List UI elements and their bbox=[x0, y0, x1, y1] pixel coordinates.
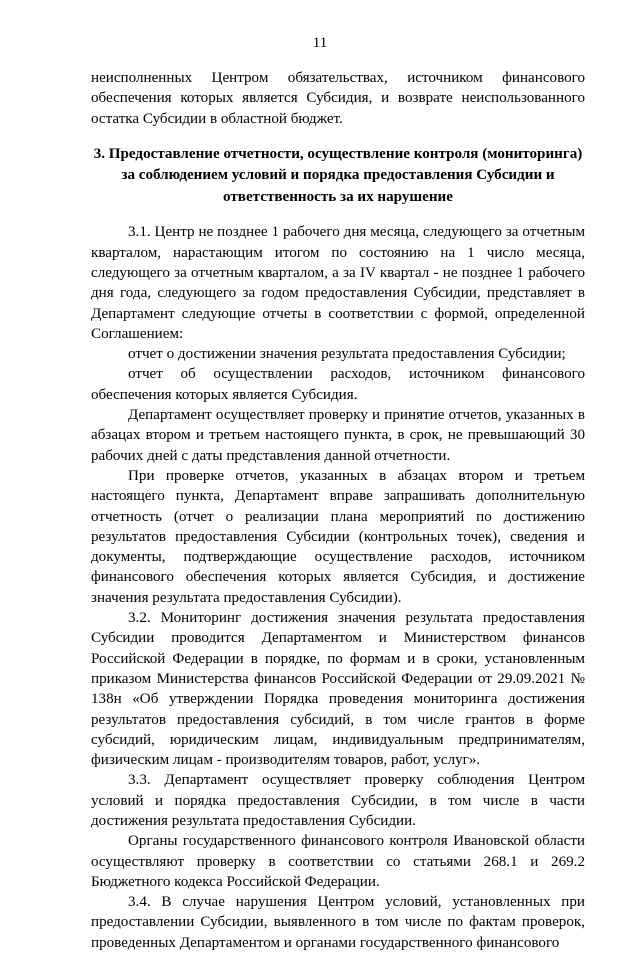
page-number: 11 bbox=[312, 35, 328, 51]
intro-paragraph: неисполненных Центром обязательствах, источником финансового обеспечения которых является Субсидия, и возврате неиспользованного остатка Субсидии в областной бюджет. bbox=[91, 70, 585, 127]
paragraph-additional-reporting: При проверке отчетов, указанных в абзацах втором и третьем настоящего пункта, Департамент вправе запрашивать дополнительную отчетность (отчет о реализации плана мероприятий по достижению результатов предоставления Субсидии (контрольных точек), сведения и документы, подтверждающие осуществление расходов, источником финансового обеспечения которых является Субсидия, и достижение значения результата предоставления Субсидии). bbox=[91, 467, 585, 606]
paragraph-3-1: 3.1. Центр не позднее 1 рабочего дня месяца, следующего за отчетным кварталом, нарастающим итогом по состоянию на 1 число месяца, следующего за отчетным кварталом, а за IV квартал - не позднее 1 рабочего дня года, следующего за годом предоставления Субсидии, представляет в Департамент следующие отчеты в соответствии с формой, определенной Соглашением: bbox=[91, 224, 585, 342]
paragraph-financial-control: Органы государственного финансового контроля Ивановской области осуществляют проверку в соответствии со статьями 268.1 и 269.2 Бюджетного кодекса Российской Федерации. bbox=[91, 833, 585, 890]
paragraph-report-achievement: отчет о достижении значения результата предоставления Субсидии; bbox=[128, 346, 566, 363]
paragraph-3-4: 3.4. В случае нарушения Центром условий, установленных при предоставлении Субсидии, выявленного в том числе по фактам проверок, проведенных Департаментом и органами государственного финансового bbox=[91, 894, 585, 951]
paragraph-report-expenses: отчет об осуществлении расходов, источником финансового обеспечения которых является Субсидия. bbox=[91, 366, 585, 403]
document-body bbox=[91, 68, 585, 953]
paragraph-department-check: Департамент осуществляет проверку и принятие отчетов, указанных в абзацах втором и третьем настоящего пункта, в срок, не превышающий 30 рабочих дней с даты представления данной отчетности. bbox=[91, 407, 585, 464]
paragraph-3-3: 3.3. Департамент осуществляет проверку соблюдения Центром условий и порядка предоставления Субсидии, в том числе в части достижения результата предоставления Субсидии. bbox=[91, 772, 585, 829]
paragraph-3-2: 3.2. Мониторинг достижения значения результата предоставления Субсидии проводится Департаментом и Министерством финансов Российской Федерации в порядке, по формам и в сроки, установленным приказом Министерства финансов Российской Федерации от 29.09.2021 № 138н «Об утверждении Порядка проведения мониторинга достижения результатов предоставления субсидий, в том числе грантов в форме субсидий, юридическим лицам, индивидуальным предпринимателям, физическим лицам - производителям товаров, работ, услуг». bbox=[91, 610, 585, 769]
section-heading: 3. Предоставление отчетности, осуществление контроля (мониторинга) за соблюдением условий и порядка предоставления Субсидии и ответственность за их нарушение bbox=[93, 145, 583, 205]
